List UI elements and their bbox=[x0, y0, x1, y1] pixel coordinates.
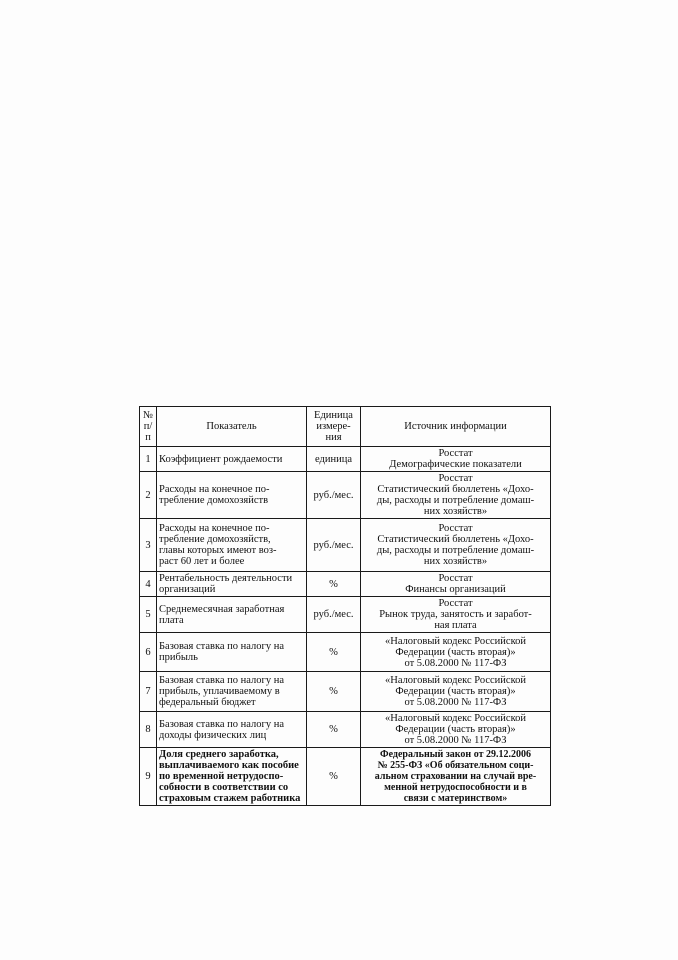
row-number: 6 bbox=[140, 633, 157, 672]
header-number: № п/п bbox=[140, 407, 157, 447]
table-body bbox=[140, 447, 551, 806]
row-unit: % bbox=[307, 712, 361, 748]
row-unit: руб./мес. bbox=[307, 472, 361, 519]
row-indicator: Коэффициент рождаемости bbox=[157, 447, 307, 472]
row-number: 7 bbox=[140, 672, 157, 712]
header-unit: Единица измере-ния bbox=[307, 407, 361, 447]
row-unit: % bbox=[307, 572, 361, 597]
row-unit: % bbox=[307, 748, 361, 806]
row-indicator: Доля среднего заработка, выплачиваемого как пособие по временной нетрудоспо- собности в соответствии со страховым стажем работника bbox=[157, 748, 307, 806]
table-header bbox=[140, 407, 551, 447]
row-indicator: Рентабельность деятельности организаций bbox=[157, 572, 307, 597]
row-number: 1 bbox=[140, 447, 157, 472]
row-source: Росстат Финансы организаций bbox=[361, 572, 551, 597]
row-source: Росстат Рынок труда, занятость и заработ- ная плата bbox=[361, 597, 551, 633]
table-row bbox=[140, 472, 551, 519]
table-row bbox=[140, 748, 551, 806]
row-unit: % bbox=[307, 672, 361, 712]
row-number: 5 bbox=[140, 597, 157, 633]
table-row bbox=[140, 572, 551, 597]
row-source: «Налоговый кодекс Российской Федерации (часть вторая)» от 5.08.2000 № 117-ФЗ bbox=[361, 633, 551, 672]
row-unit: руб./мес. bbox=[307, 597, 361, 633]
row-indicator: Расходы на конечное по- требление домохозяйств bbox=[157, 472, 307, 519]
table-row bbox=[140, 447, 551, 472]
row-source: Росстат Статистический бюллетень «Дохо- ды, расходы и потребление домаш- них хозяйств» bbox=[361, 519, 551, 572]
header-indicator: Показатель bbox=[157, 407, 307, 447]
row-indicator: Базовая ставка по налогу на доходы физических лиц bbox=[157, 712, 307, 748]
table-row bbox=[140, 712, 551, 748]
table-row bbox=[140, 633, 551, 672]
row-indicator: Базовая ставка по налогу на прибыль, уплачиваемому в федеральный бюджет bbox=[157, 672, 307, 712]
row-indicator: Среднемесячная заработная плата bbox=[157, 597, 307, 633]
table-row bbox=[140, 519, 551, 572]
indicators-table bbox=[139, 406, 551, 806]
row-indicator: Базовая ставка по налогу на прибыль bbox=[157, 633, 307, 672]
table-row bbox=[140, 672, 551, 712]
row-number: 2 bbox=[140, 472, 157, 519]
row-number: 3 bbox=[140, 519, 157, 572]
row-unit: руб./мес. bbox=[307, 519, 361, 572]
row-source: «Налоговый кодекс Российской Федерации (часть вторая)» от 5.08.2000 № 117-ФЗ bbox=[361, 672, 551, 712]
row-source: Росстат Демографические показатели bbox=[361, 447, 551, 472]
row-source: Росстат Статистический бюллетень «Дохо- ды, расходы и потребление домаш- них хозяйств» bbox=[361, 472, 551, 519]
row-indicator: Расходы на конечное по- требление домохозяйств, главы которых имеют воз- раст 60 лет и более bbox=[157, 519, 307, 572]
row-number: 8 bbox=[140, 712, 157, 748]
row-unit: % bbox=[307, 633, 361, 672]
row-source: Федеральный закон от 29.12.2006 № 255-ФЗ «Об обязательном соци- альном страховании на случай вре- менной нетрудоспособности и в связи с материнством» bbox=[361, 748, 551, 806]
table-row bbox=[140, 597, 551, 633]
row-source: «Налоговый кодекс Российской Федерации (часть вторая)» от 5.08.2000 № 117-ФЗ bbox=[361, 712, 551, 748]
header-source: Источник информации bbox=[361, 407, 551, 447]
row-number: 9 bbox=[140, 748, 157, 806]
row-unit: единица bbox=[307, 447, 361, 472]
row-number: 4 bbox=[140, 572, 157, 597]
